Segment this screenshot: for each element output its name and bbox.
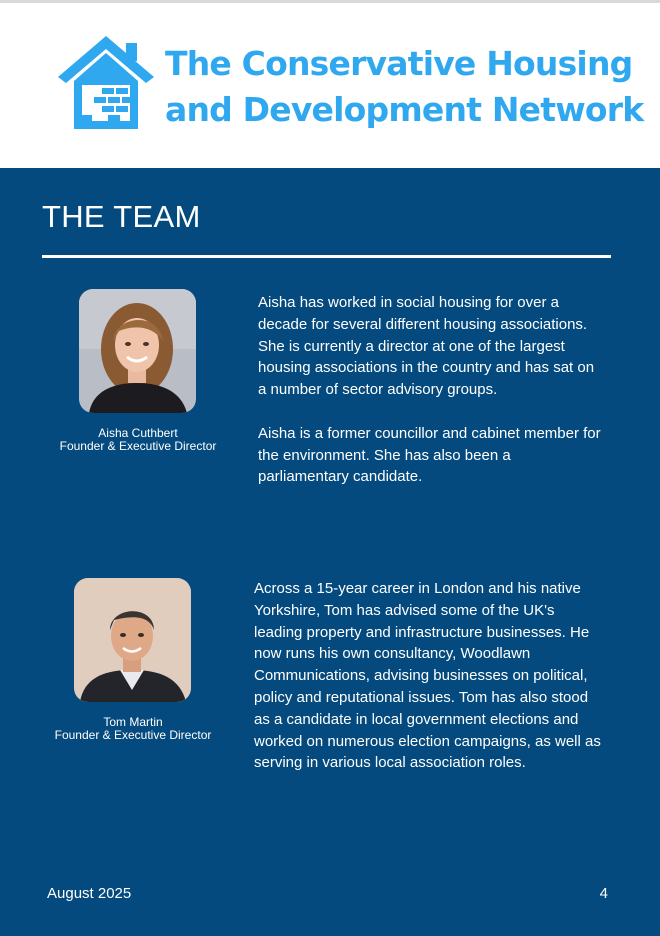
member-bio-tom [254,578,606,774]
organization-name-line-2: and Development Network [165,90,644,129]
footer-date: August 2025 [47,885,132,902]
member-role: Founder & Executive Director [59,439,217,453]
header [0,3,660,168]
member-caption-tom [35,716,231,742]
bio-paragraph: Aisha has worked in social housing for over a decade for several different housing associations. She is currently a director at one of the largest housing associations in the country and has sat on a number of sector advisory groups. [258,294,595,399]
title-divider [42,255,611,258]
organization-name [165,41,655,133]
team-panel [0,168,660,936]
member-photo-aisha [79,289,196,413]
house-with-bricks-icon [58,33,154,129]
member-name: Tom Martin [103,715,163,729]
organization-name-line-1: The Conservative Housing [165,44,633,83]
member-role: Founder & Executive Director [54,728,212,742]
member-caption-aisha [40,427,236,453]
section-title: THE TEAM [42,199,201,234]
member-photo-tom [74,578,191,702]
member-bio-aisha [258,292,603,488]
bio-paragraph: Aisha is a former councillor and cabinet member for the environment. She has also been a parliamentary candidate. [258,424,601,486]
member-name: Aisha Cuthbert [98,426,178,440]
page-number: 4 [599,885,608,902]
bio-paragraph: Across a 15-year career in London and his native Yorkshire, Tom has advised some of the UK's leading property and infrastructure businesses. He now runs his own consultancy, Woodlawn Communications, advising businesses on political, policy and reputational issues. Tom has also stood as a candidate in local government elections and worked on numerous election campaigns, as well as serving in various local association roles. [254,580,601,772]
